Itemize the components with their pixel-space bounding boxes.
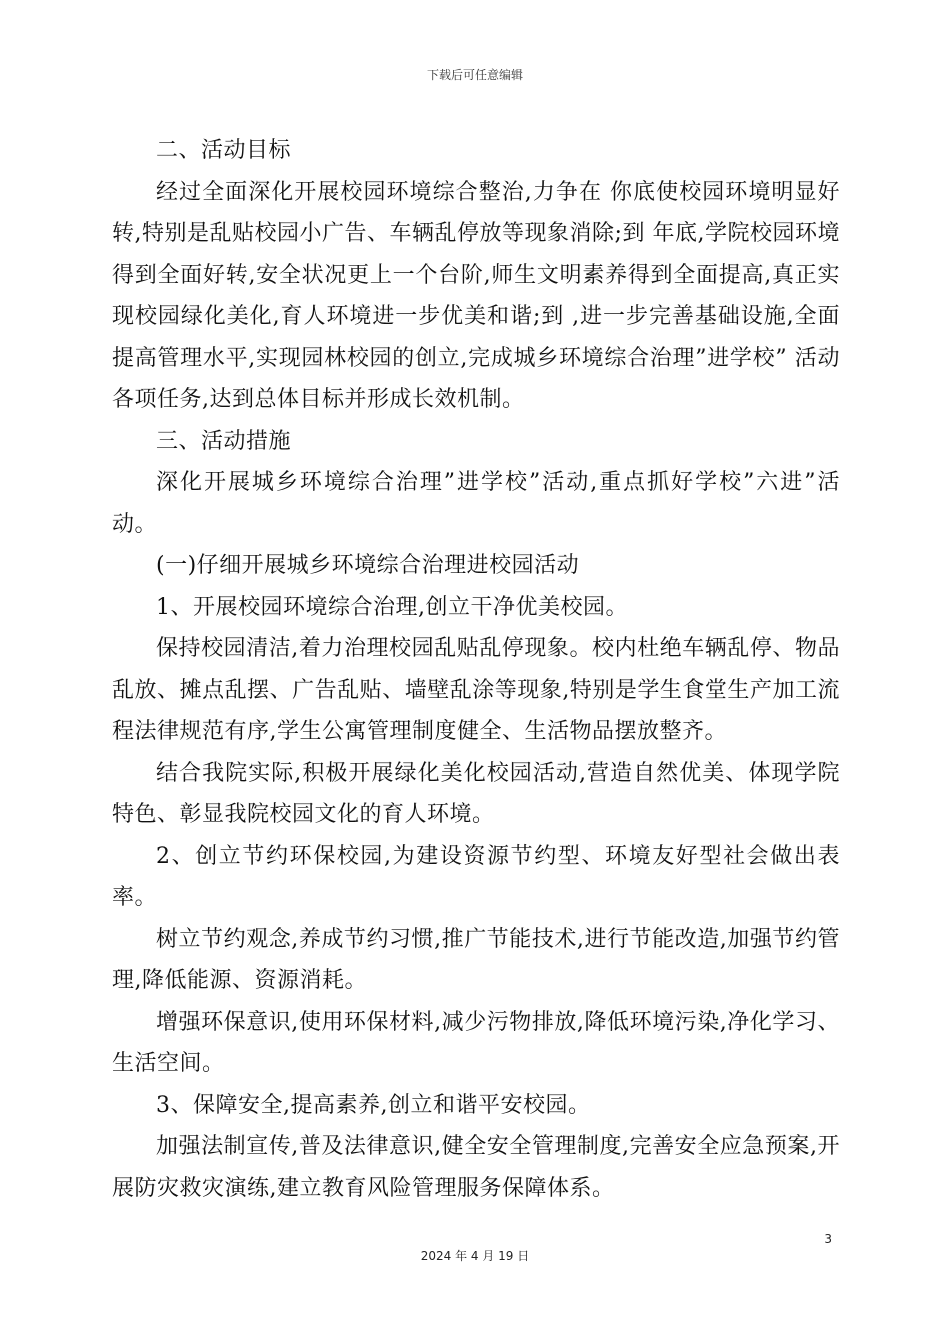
item-heading-2: 2、创立节约环保校园,为建设资源节约型、环境友好型社会做出表率。 [112,843,840,910]
subsection-heading-1: (一)仔细开展城乡环境综合治理进校园活动 [156,553,580,578]
paragraph-conservation: 树立节约观念,养成节约习惯,推广节能技术,进行节能改造,加强节约管理,降低能源、资源消耗。 [112,926,840,993]
header-note: 下载后可任意编辑 [426,68,523,82]
paragraph-safety: 加强法制宣传,普及法律意识,健全安全管理制度,完善安全应急预案,开展防灾救灾演练,建立教育风险管理服务保障体系。 [112,1134,840,1201]
section-heading-measures: 三、活动措施 [156,428,292,454]
item-heading-1: 1、开展校园环境综合治理,创立干净优美校园。 [156,594,628,620]
paragraph-environmental: 增强环保意识,使用环保材料,减少污物排放,降低环境污染,净化学习、生活空间。 [112,1009,840,1076]
paragraph-goals: 经过全面深化开展校园环境综合整治,力争在 你底使校园环境明显好转,特别是乱贴校园小广告、车辆乱停放等现象消除;到 年底,学院校园环境得到全面好转,安全状况更上一个台阶,师生文明素养得到全面提高,真正实现校园绿化美化,育人环境进一步优美和谐;到 ,进一步完善基础设施,全面提高管理水平,实现园林校园的创立,完成城乡环境综合治理”进学校” 活动各项任务,达到总体目标并形成长效机制。 [112,179,840,412]
document-body [112,130,840,1209]
paragraph-measures-intro: 深化开展城乡环境综合治理”进学校”活动,重点抓好学校”六进”活动。 [112,470,840,537]
footer-date: 2024 年 4 月 19 日 [420,1249,530,1263]
paragraph-cleanliness: 保持校园清洁,着力治理校园乱贴乱停现象。校内杜绝车辆乱停、物品乱放、摊点乱摆、广告乱贴、墙壁乱涂等现象,特别是学生食堂生产加工流程法律规范有序,学生公寓管理制度健全、生活物品摆放整齐。 [112,636,840,744]
item-heading-3: 3、保障安全,提高素养,创立和谐平安校园。 [156,1092,591,1118]
page-number: 3 [824,1232,832,1246]
section-heading-goals: 二、活动目标 [156,138,292,163]
paragraph-greening: 结合我院实际,积极开展绿化美化校园活动,营造自然优美、体现学院特色、彰显我院校园文化的育人环境。 [112,760,840,827]
